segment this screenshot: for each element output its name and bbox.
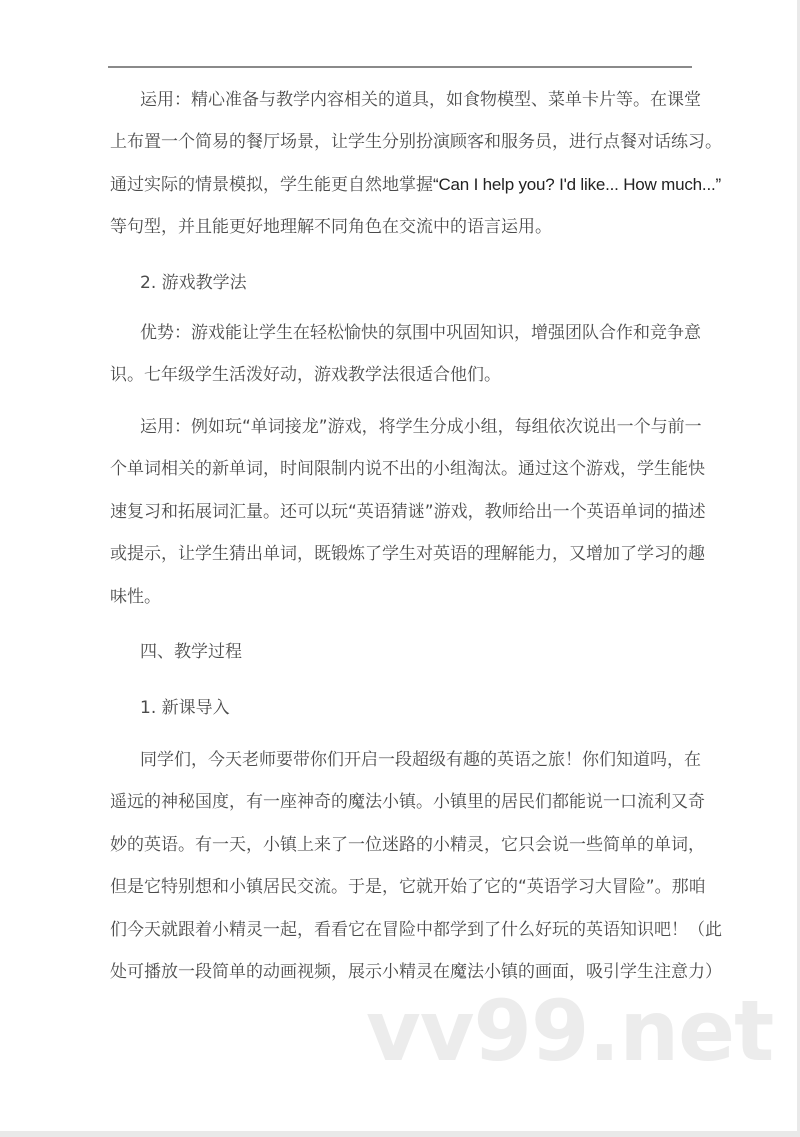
text-line: 等句型，并且能更好地理解不同角色在交流中的语言运用。 xyxy=(110,217,552,238)
english-phrase: “Can I help you? I'd like... How much...” xyxy=(433,174,721,194)
text-line xyxy=(110,164,721,206)
text-line: 个单词相关的新单词，时间限制内说不出的小组淘汰。通过这个游戏，学生能快 xyxy=(110,459,705,480)
text-line: 上布置一个简易的餐厅场景，让学生分别扮演顾客和服务员，进行点餐对话练习。 xyxy=(110,132,722,153)
watermark: vv99.net xyxy=(366,982,774,1080)
paragraph-intro-story xyxy=(110,739,722,993)
text-line: 或提示，让学生猜出单词，既锻炼了学生对英语的理解能力，又增加了学习的趣 xyxy=(110,544,705,565)
text-line: 遥远的神秘国度，有一座神奇的魔法小镇。小镇里的居民们都能说一口流利又奇 xyxy=(110,792,705,813)
header-rule xyxy=(108,66,692,68)
paragraph-game-advantage xyxy=(110,312,701,397)
text-line: 速复习和拓展词汇量。还可以玩“英语猜谜”游戏，教师给出一个英语单词的描述 xyxy=(110,501,706,522)
text-line: 味性。 xyxy=(110,586,161,607)
text-line: 同学们，今天老师要带你们开启一段超级有趣的英语之旅！你们知道吗，在 xyxy=(140,750,701,770)
text-line: 处可播放一段简单的动画视频，展示小精灵在魔法小镇的画面，吸引学生注意力） xyxy=(110,961,722,982)
text-line: 妙的英语。有一天，小镇上来了一位迷路的小精灵，它只会说一些简单的单词， xyxy=(110,834,705,855)
paragraph-roleplay-usage xyxy=(110,79,722,249)
section-heading xyxy=(110,687,690,729)
section-heading xyxy=(110,631,690,673)
section-heading xyxy=(110,262,690,304)
text-line: 优势：游戏能让学生在轻松愉快的氛围中巩固知识，增强团队合作和竞争意 xyxy=(140,323,701,343)
heading-game-method: 2. 游戏教学法 xyxy=(140,273,247,293)
text-line: 运用：精心准备与教学内容相关的道具，如食物模型、菜单卡片等。在课堂 xyxy=(140,90,701,110)
paragraph-game-usage xyxy=(110,406,706,618)
text-fragment: 通过实际的情景模拟，学生能更自然地掌握 xyxy=(110,174,433,195)
text-line: 但是它特别想和小镇居民交流。于是，它就开始了它的“英语学习大冒险”。那咱 xyxy=(110,877,706,898)
heading-new-lesson-intro: 1. 新课导入 xyxy=(140,698,230,718)
text-line: 运用：例如玩“单词接龙”游戏，将学生分成小组，每组依次说出一个与前一 xyxy=(140,417,702,437)
text-line: 们今天就跟着小精灵一起，看看它在冒险中都学到了什么好玩的英语知识吧！（此 xyxy=(110,919,722,940)
heading-teaching-process: 四、教学过程 xyxy=(140,642,242,662)
text-line: 识。七年级学生活泼好动，游戏教学法很适合他们。 xyxy=(110,365,501,386)
